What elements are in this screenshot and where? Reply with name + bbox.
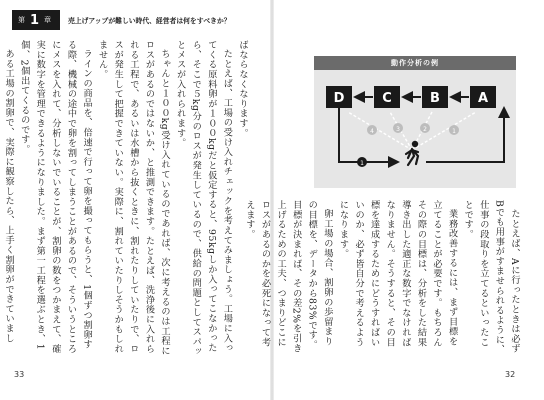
page-number-left: 33 [14,370,25,379]
node-d [326,86,352,108]
page-number-right: 32 [505,370,516,379]
chapter-header [12,10,231,30]
running-person-icon [406,141,418,165]
chapter-title: 売上げアップが難しい時代、経営者は何をすべきか？ [68,17,231,25]
node-d-label: D [333,91,345,106]
motion-diagram [314,70,516,188]
chapter-badge [12,10,60,30]
step-4-badge [367,125,377,135]
left-paragraph: ある工場の割卵で、実際に観察したら、上手く割卵ができていまし [3,49,15,344]
node-b-label: B [430,91,440,106]
node-b [422,86,448,108]
svg-text:3: 3 [396,126,400,133]
figure-title: 動作分析の例 [314,56,516,70]
step-3-badge [393,123,403,133]
step-1b-badge [449,125,459,135]
right-page-body [243,200,522,355]
motion-analysis-figure [314,70,516,188]
svg-text:1: 1 [360,160,364,167]
node-a-label: A [477,91,489,106]
chapter-prefix: 第 [18,16,26,24]
svg-text:2: 2 [423,126,427,133]
dash-to-d [348,112,412,150]
node-c [374,86,400,108]
node-a [470,86,496,108]
svg-text:1: 1 [452,128,456,135]
path-person-to-a [426,108,504,162]
right-paragraph: たとえば、Aに行ったときは必ずBでも用事がすませられるように、仕事の段取りを立てるといったことです。 [462,200,520,355]
right-paragraph: 業務改善するには、まず目標を立てることが必要です。もちろんその際の目標は、分析をした結果導き出した適正な数字でなければなりません。そうすると、その目標を達成するためにどうすればいいのか、必ず皆自分で考えるようになります。 [337,200,458,347]
left-paragraph: たとえば、工場の受け入れチェックを考えてみましょう。工場に入ってくる原料卵が１００kgだと仮定すると、95kgしか入ってこなかったら、そこで５kg分のロスが発生しているので、供給の問題としてスパッとメスが入れられます。 [174,40,233,357]
left-page-body [3,40,250,358]
chapter-number: 1 [30,12,41,28]
left-paragraph: ばならなくなります。 [237,40,248,138]
node-c-label: C [382,91,392,106]
svg-text:4: 4 [370,128,374,135]
chapter-suffix: 章 [44,16,53,24]
left-paragraph: ラインの商品を、倍速で行って卵を撮ってもらうと、1個ずつ割卵する際、機械の途中で卵を割ってしまうことがあるので、そういうところにメスを入れて、分析しないでいることが、割卵の数をつかまえて、確実に数字を管理できるようになりました。まず第一工程を選ぶとき、1個、2個出てくるのです。 [18,40,93,354]
step-2-badge [420,123,430,133]
right-paragraph: 卵工場の場合、割卵の歩留まりの目標を、データから83%です。目標が決まれば、その差2%を引き上げるための工夫、つまりどこにロスがあるのかを必死になって考えます。 [243,200,333,353]
left-paragraph: ちゃんと１００kg受け入れているのであれば、次に考えるのは工程にロスがあるのではないか、と推測できます。たとえば、洗浄後に入れられる工程で、あるいは水槽から抜くときに、割れたりしていたりで、ロスが発生して把握できていない。実際に、割れていたりしそうかもしれません。 [96,40,171,356]
step-1-badge [357,157,367,167]
path-d-to-person [339,108,398,162]
